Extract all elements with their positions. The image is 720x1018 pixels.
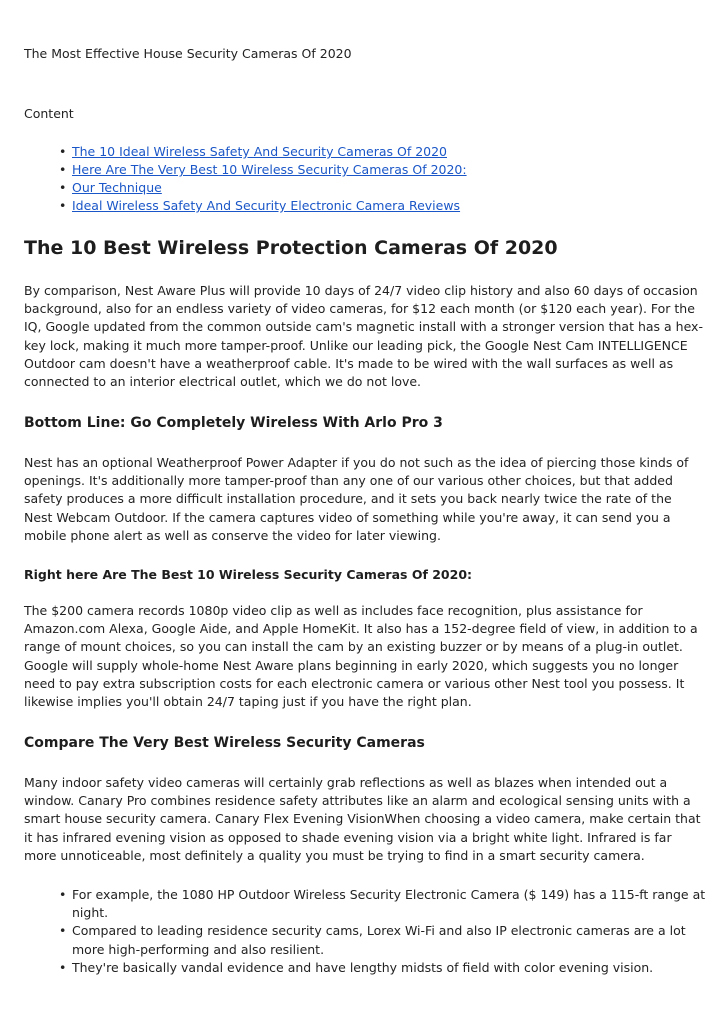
article-bullet-list (24, 886, 714, 977)
table-of-contents-label: Content (24, 106, 74, 121)
article-paragraph-4: Many indoor safety video cameras will certainly grab reflections as well as blazes when intended out a window. Canary Pro combines residence safety attributes like an alarm and ecological sensing units with a smart house security camera. Canary Flex Evening VisionWhen choosing a video camera, make certain that it has infrared evening vision as opposed to shade evening vision via a bright white light. Infrared is far more unnoticeable, most definitely a quality you must be trying to find in a smart security camera. (24, 775, 701, 863)
toc-link-camera-reviews[interactable]: Ideal Wireless Safety And Security Electronic Camera Reviews (72, 198, 461, 213)
list-item: • Compared to leading residence security cams, Lorex Wi-Fi and also IP electronic cameras are a lot more high-performing and also resilient. (24, 922, 714, 958)
toc-link-ideal-wireless-cameras[interactable]: The 10 Ideal Wireless Safety And Security Cameras Of 2020 (72, 144, 447, 159)
table-of-contents (24, 143, 467, 215)
toc-item (24, 143, 467, 161)
list-item: • For example, the 1080 HP Outdoor Wireless Security Electronic Camera ($ 149) has a 115-ft range at night. (24, 886, 714, 922)
toc-link-our-technique[interactable]: Our Technique (72, 180, 162, 195)
section-heading-bottom-line: Bottom Line: Go Completely Wireless With Arlo Pro 3 (24, 415, 443, 431)
list-item: • They're basically vandal evidence and have lengthy midsts of field with color evening vision. (24, 959, 714, 977)
document-title: The Most Effective House Security Cameras Of 2020 (24, 46, 352, 61)
toc-item (24, 179, 467, 197)
article-heading-main: The 10 Best Wireless Protection Cameras Of 2020 (24, 237, 558, 259)
section-heading-best-10: Right here Are The Best 10 Wireless Security Cameras Of 2020: (24, 567, 473, 582)
section-heading-compare: Compare The Very Best Wireless Security Cameras (24, 735, 425, 751)
article-paragraph-3: The $200 camera records 1080p video clip as well as includes face recognition, plus assistance for Amazon.com Alexa, Google Aide, and Apple HomeKit. It also has a 152-degree field of view, in addition to a range of mount choices, so you can install the cam by an existing buzzer or by means of a plug-in outlet. Google will supply whole-home Nest Aware plans beginning in early 2020, which suggests you no longer need to pay extra subscription costs for each electronic camera or various other Nest tool you possess. It likewise implies you'll obtain 24/7 taping just if you have the right plan. (24, 603, 698, 710)
toc-item (24, 161, 467, 179)
article-paragraph-2: Nest has an optional Weatherproof Power Adapter if you do not such as the idea of piercing those kinds of openings. It's additionally more tamper-proof than any one of our various other choices, but that added safety produces a more difficult installation procedure, and it sets you back nearly twice the rate of the Nest Webcam Outdoor. If the camera captures video of something while you're away, it can send you a mobile phone alert as well as conserve the video for later viewing. (24, 455, 689, 543)
toc-item (24, 197, 467, 215)
article-paragraph-1: By comparison, Nest Aware Plus will provide 10 days of 24/7 video clip history and also 60 days of occasion background, also for an endless variety of video cameras, for $12 each month (or $120 each year). For the IQ, Google updated from the common outside cam's magnetic install with a stronger version that has a hex-key lock, making it much more tamper-proof. Unlike our leading pick, the Google Nest Cam INTELLIGENCE Outdoor cam doesn't have a weatherproof cable. It's made to be wired with the wall surfaces as well as connected to an interior electrical outlet, which we do not love. (24, 283, 703, 390)
toc-link-best-10-wireless-cameras[interactable]: Here Are The Very Best 10 Wireless Security Cameras Of 2020: (72, 162, 467, 177)
